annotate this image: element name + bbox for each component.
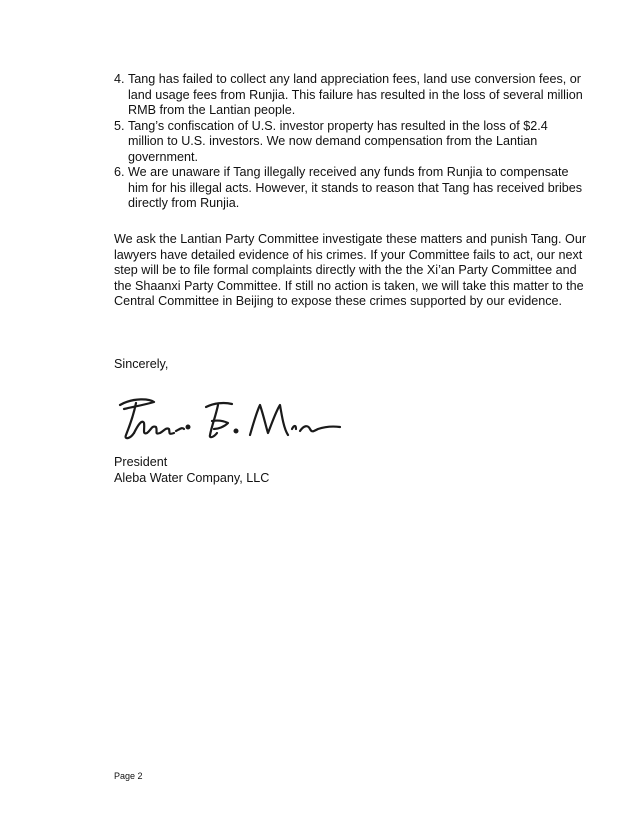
list-item-text: Tang has failed to collect any land appreciation fees, land use conversion fees, or land usage fees from Runjia. This failure has resulted in the loss of several million RMB from the Lantian people. (128, 72, 583, 117)
list-item-number: 6. (114, 165, 125, 179)
handwritten-signature-icon (114, 393, 344, 451)
list-item-text: We are unaware if Tang illegally received any funds from Runjia to compensate him for his illegal acts. However, it stands to reason that Tang has received bribes directly from Runjia. (128, 165, 583, 210)
body-paragraph: We ask the Lantian Party Committee investigate these matters and punish Tang. Our lawyers have detailed evidence of his crimes. If your Committee fails to act, our next step will be to file formal complaints directly with the the Xi’an Party Committee and the Shaanxi Party Committee. If still no action is taken, we will take this matter to the Central Committee in Beijing to expose these crimes supported by our evidence. (114, 232, 587, 308)
list-item (114, 119, 584, 166)
closing-salutation: Sincerely, (114, 357, 169, 371)
page-number: Page 2 (114, 771, 143, 781)
list-item (114, 72, 584, 119)
list-item (114, 165, 584, 212)
signer-title: President (114, 455, 168, 469)
list-item-text: Tang’s confiscation of U.S. investor property has resulted in the loss of $2.4 million to U.S. investors. We now demand compensation from the Lantian government. (128, 118, 548, 164)
list-item-number: 5. (114, 118, 125, 133)
signer-company: Aleba Water Company, LLC (114, 471, 270, 485)
list-item-number: 4. (114, 72, 125, 86)
numbered-list (114, 72, 584, 212)
